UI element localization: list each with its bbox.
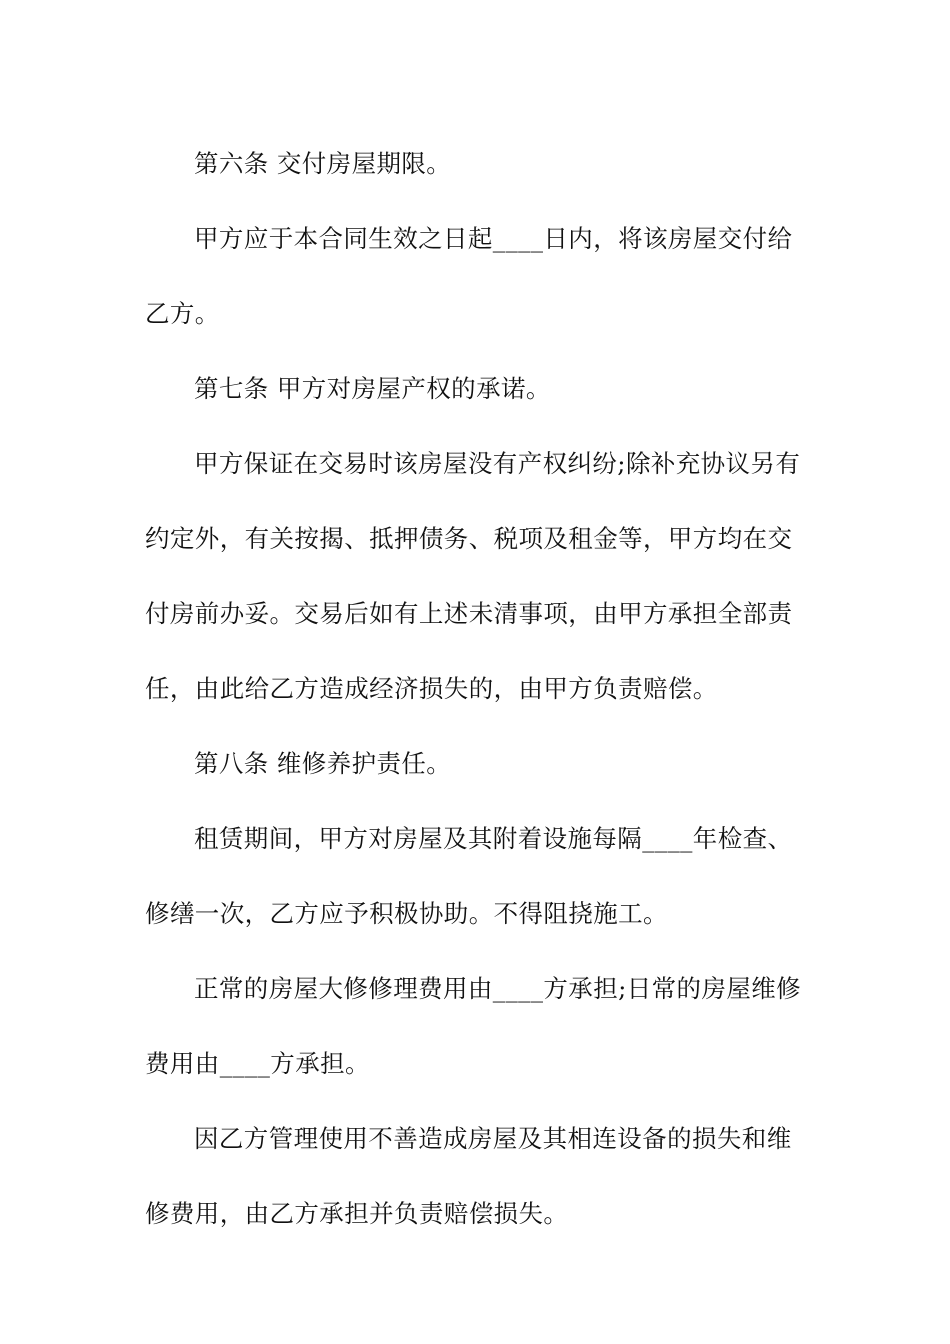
article-6-body: 甲方应于本合同生效之日起____日内，将该房屋交付给乙方。 bbox=[145, 224, 793, 328]
article-8-body-damage: 因乙方管理使用不善造成房屋及其相连设备的损失和维修费用，由乙方承担并负责赔偿损失。 bbox=[145, 1124, 792, 1228]
article-8-body-costs: 正常的房屋大修修理费用由____方承担;日常的房屋维修费用由____方承担。 bbox=[145, 974, 802, 1078]
article-7-body: 甲方保证在交易时该房屋没有产权纠纷;除补充协议另有约定外，有关按揭、抵押债务、税项及租金等，甲方均在交付房前办妥。交易后如有上述未清事项，由甲方承担全部责任，由此给乙方造成经济损失的，由甲方负责赔偿。 bbox=[145, 449, 801, 703]
document-body bbox=[145, 126, 810, 1251]
article-8-body-inspection: 租赁期间，甲方对房屋及其附着设施每隔____年检查、修缮一次，乙方应予积极协助。不得阻挠施工。 bbox=[145, 824, 793, 928]
article-7-heading: 第七条 甲方对房屋产权的承诺。 bbox=[194, 374, 551, 403]
article-8-heading: 第八条 维修养护责任。 bbox=[194, 749, 452, 778]
article-6-heading: 第六条 交付房屋期限。 bbox=[194, 149, 452, 178]
